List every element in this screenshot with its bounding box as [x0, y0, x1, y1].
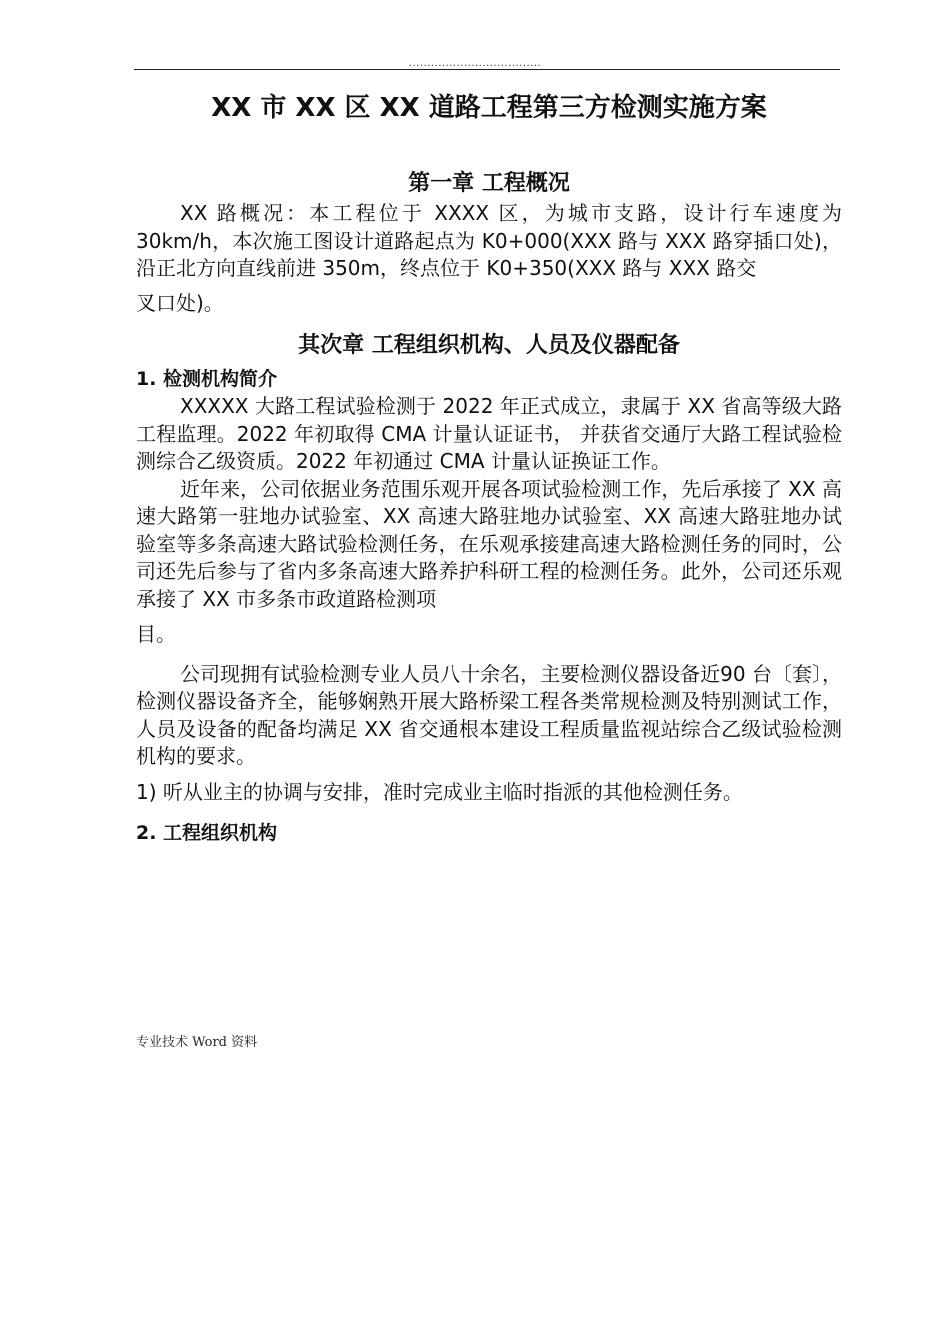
chapter-1-paragraph-tail: 叉口处)。 [136, 290, 224, 315]
section-1-paragraph-2: 近年来，公司依据业务范围乐观开展各项试验检测工作，先后承接了 XX 高速大路第一驻地办试验室、XX 高速大路驻地办试验室、XX 高速大路驻地办试验室等多条高速大路试验检测任务，在乐观承接建高速大路检测任务的同时，公司还先后参与了省内多条高速大路养护科研工程的检测任务。此外，公司还乐观承接了 XX 市多条市政道路检测项 [136, 476, 842, 611]
document-title: XX 市 XX 区 XX 道路工程第三方检测实施方案 [211, 93, 767, 123]
section-1-heading: 1. 检测机构简介 [136, 368, 278, 390]
list-item: 1) 听从业主的协调与安排，准时完成业主临时指派的其他检测任务。 [136, 779, 743, 804]
section-1-paragraph-2-tail: 目。 [136, 622, 176, 646]
chapter-1-paragraph: XX 路概况：本工程位于 XXXX 区，为城市支路，设计行车速度为 30km/h，本次施工图设计道路起点为 K0+000(XXX 路与 XXX 路穿插口处)，沿正北方向直线前进 350m，终点位于 K0+350(XXX 路与 XXX 路交 [136, 201, 842, 280]
footer-text: 专业技术 Word 资料 [136, 1035, 258, 1050]
header-dots: .................................... [408, 58, 542, 69]
document-body [136, 88, 842, 847]
section-2-heading: 2. 工程组织机构 [136, 822, 278, 844]
section-1-paragraph-3: 公司现拥有试验检测专业人员八十余名，主要检测仪器设备近90 台〔套〕，检测仪器设备齐全，能够娴熟开展大路桥梁工程各类常规检测及特别测试工作，人员及设备的配备均满足 XX 省交通根本建设工程质量监视站综合乙级试验检测机构的要求。 [136, 661, 842, 768]
chapter-2-heading: 其次章 工程组织机构、人员及仪器配备 [298, 333, 680, 358]
header-rule [134, 69, 840, 70]
chapter-1-heading: 第一章 工程概况 [408, 171, 570, 196]
section-1-paragraph-1: XXXXX 大路工程试验检测于 2022 年正式成立，隶属于 XX 省高等级大路工程监理。2022 年初取得 CMA 计量认证证书， 并获省交通厅大路工程试验检测综合乙级资质。2022 年初通过 CMA 计量认证换证工作。 [136, 394, 842, 473]
